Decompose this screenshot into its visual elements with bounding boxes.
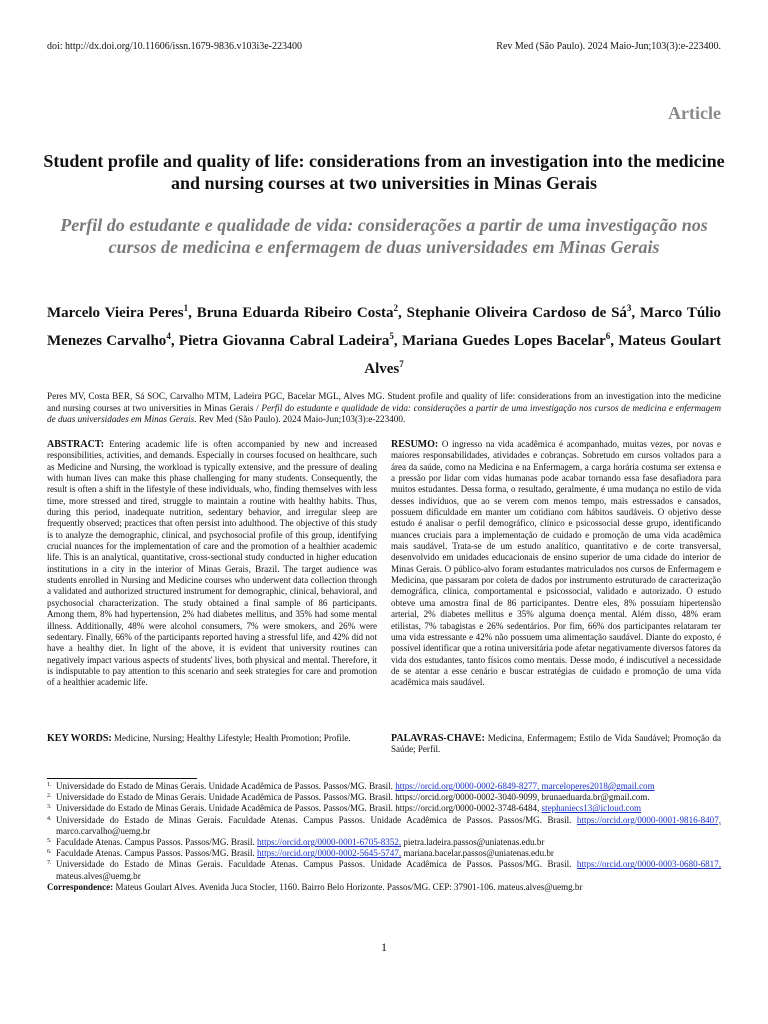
footnote-number: 2. [47,793,52,800]
affiliation-footnote [47,859,721,881]
affiliation-footnote [47,815,721,837]
keywords-portuguese [391,733,721,756]
footnote-link[interactable]: https://orcid.org/0000-0002-6849-8277, marceloperes2018@gmail.com [395,781,655,791]
footnote-email: mariana.bacelar.passos@uniatenas.edu.br [403,848,554,859]
affiliation-footnote [47,837,721,848]
affiliation-footnote [47,848,721,859]
footnote-number: 6. [47,849,52,856]
abstract-portuguese [391,439,721,689]
author-affiliation-marker: 7 [399,359,404,369]
author-name: Mariana Guedes Lopes Bacelar [401,333,606,349]
author-separator: , [398,305,407,321]
footnote-text: Universidade do Estado de Minas Gerais. Unidade Acadêmica de Passos. Passos/MG. Brasil. https://orcid.org/0000-0002-3748-6484, [56,803,540,814]
abstract-english [47,439,377,689]
footnote-number: 7. [47,860,52,867]
author-separator: , [631,305,641,321]
author-name: Pietra Giovanna Cabral Ladeira [178,333,390,349]
footnote-link[interactable]: https://orcid.org/0000-0002-5645-5747, [257,848,402,859]
author-affiliation-marker: 5 [389,331,394,341]
abstract-label: ABSTRACT: [47,439,105,450]
page-number: 1 [381,940,387,954]
footnote-text: Faculdade Atenas. Campus Passos. Passos/MG. Brasil. [56,837,255,848]
journal-reference: Rev Med (São Paulo). 2024 Maio-Jun;103(3):e-223400. [496,41,721,52]
keywords-text: Medicine, Nursing; Healthy Lifestyle; Health Promotion; Profile. [114,733,351,743]
footnote-text: Universidade do Estado de Minas Gerais. Unidade Acadêmica de Passos. Passos/MG. Brasil. [56,781,393,791]
abstract-text: Entering academic life is often accompanied by new and increased responsibilities, activities, and demands. Especially in courses focused on healthcare, such as Medicine and Nursing, the workload is typically extensive, and the pressure of dealing with human lives can make this phase challenging for many students. Consequently, the result is often a shift in the lifestyle of these individuals, who, finding themselves with less time, more stressed and tired, struggle to maintain a routine with healthy habits. Thus, during this period, inadequate nutrition, sedentary behavior, and irregular sleep are frequently observed; practices that often persist into adulthood. The objective of this study is to analyze the demographic, clinical, and psychosocial profile of this group, identifying crucial nuances for the implementation of care and the promotion of a healthier academic life. This is an analytical, quantitative, cross-sectional study conducted in higher education institutions in a city in the interior of Minas Gerais, Brazil. The target audience was students enrolled in Nursing and Medicine courses who underwent data collection through a validated and authorized structured instrument for demographic, clinical, behavioral, and psychosocial characterization. The study obtained a final sample of 86 participants. Among them, 8% had hypertension, 2% had diabetes mellitus, and 35% had some mental illness. Additionally, 48% were alcohol consumers, 7% were smokers, and 26% were sedentary. Finally, 66% of the participants reported having a stressful life, and 42% did not have a healthy diet. In light of the above, it is evident that university routines can negatively impact various aspects of students' lives, both physical and mental. Therefore, it is indisputable to pay attention to this scenario and seek strategies for care and promotion of a healthier academic life. [47,439,377,688]
article-title-portuguese: Perfil do estudante e qualidade de vida: considerações a partir de uma investigação nos cursos de medicina e enfermagem de duas universidades em Minas Gerais [60,215,708,257]
footnote-email: pietra.ladeira.passos@uniatenas.edu.br [403,837,545,848]
footnote-number: 3. [47,804,52,811]
citation-source: . Rev Med (São Paulo). 2024 Maio-Jun;103(3):e-223400. [194,414,406,424]
footnote-link[interactable]: https://orcid.org/0000-0001-9816-8407, [576,814,721,825]
article-title-english: Student profile and quality of life: considerations from an investigation into the medicine and nursing courses at two universities in Minas Gerais [43,151,725,193]
author-affiliation-marker: 4 [166,331,171,341]
footnote-number: 1. [47,782,52,788]
footnote-link[interactable]: https://orcid.org/0000-0003-0680-6817, [576,859,721,870]
footnote-divider [47,778,197,779]
author-name: Marco Túlio Menezes Carvalho [47,305,721,349]
affiliation-footnote [47,803,721,814]
article-type-label: Article [668,103,721,123]
citation-title-portuguese: Perfil do estudante e qualidade de vida: considerações a partir de uma investigação nos cursos de medicina e enfermagem de duas universidades em Minas Gerais [47,402,721,424]
author-separator: , [170,333,179,349]
author-affiliation-marker: 6 [605,331,611,341]
footnote-email: mateus.alves@uemg.br [56,870,141,881]
author-affiliation-marker: 2 [393,303,399,313]
doi-line: doi: http://dx.doi.org/10.11606/issn.1679-9836.v103i3e-223400 [47,41,302,52]
footnotes [47,781,721,893]
footnote-link[interactable]: https://orcid.org/0000-0001-6705-8352, [257,837,402,848]
author-separator: , [610,333,619,349]
footnote-number: 5. [47,838,52,845]
keywords-label: KEY WORDS: [47,733,112,744]
affiliation-list [47,781,721,882]
author-name: Mateus Goulart Alves [364,333,722,377]
affiliation-footnote [47,792,721,803]
citation-block [47,391,721,426]
footnote-text: Faculdade Atenas. Campus Passos. Passos/MG. Brasil. [56,848,255,859]
footnote-text: Universidade do Estado de Minas Gerais. Faculdade Atenas. Campus Passos. Unidade Acadêmica de Passos. Passos/MG. Brasil. [56,814,572,825]
palavras-chave-text: Medicina, Enfermagem; Estilo de Vida Saudável; Promoção da Saúde; Perfil. [391,733,721,755]
author-separator: , [393,333,402,349]
author-name: Stephanie Oliveira Cardoso de Sá [406,305,627,321]
author-separator: , [188,305,197,321]
resumo-label: RESUMO: [391,439,439,450]
correspondence-line [47,882,721,893]
author-name: Bruna Eduarda Ribeiro Costa [196,305,394,321]
author-name: Marcelo Vieira Peres [47,305,184,321]
footnote-link[interactable]: stephaniecs13@icloud.com [541,803,642,814]
footnote-text: Universidade do Estado de Minas Gerais. Faculdade Atenas. Campus Passos. Unidade Acadêmica de Passos. Passos/MG. Brasil. [56,859,572,870]
footnote-email: marco.carvalho@uemg.br [56,825,151,836]
footnote-number: 4. [47,815,52,822]
affiliation-footnote [47,781,721,792]
resumo-text: O ingresso na vida acadêmica é acompanhado, muitas vezes, por novas e maiores responsabilidades, atividades e cobranças. Sobretudo em cursos voltados para a área da saúde, como na Medicina e na Enfermagem, a carga horária costuma ser extensa e a pressão por lidar com vidas humanas pode acabar tornando essa fase desafiadora para muitos estudantes. Dessa forma, o resultado, geralmente, é uma mudança no estilo de vida desses indivíduos, que ao se verem com menos tempo, mais estressados e cansados, possuem dificuldade em manter um cotidiano com hábitos saudáveis. O objetivo desse estudo é analisar o perfil demográfico, clínico e psicossocial desse grupo, identificando nuances cruciais para a implementação de cuidado e promoção de uma vida acadêmica mais saudável. Trata-se de um estudo analítico, quantitativo e de corte transversal, desenvolvido em unidades educacionais de ensino superior de uma cidade do interior de Minas Gerais. O público-alvo foram estudantes matriculados nos cursos de Enfermagem e Medicina, que passaram por coleta de dados por instrumento estruturado de caracterização demográfica, clínica, comportamental e psicossocial, validado e autorizado. O estudo obteve uma amostra final de 86 participantes. Dentre eles, 8% possuíam hipertensão arterial, 2% diabetes mellitus e 35% alguma doença mental. Além disso, 48% eram etilistas, 7% tabagistas e 26% sedentários. Por fim, 66% dos participantes relataram ter uma vida estressante e 42% não possuem uma alimentação saudável. Diante do exposto, é possível identificar que a rotina universitária pode afetar negativamente diversos fatores da vida dos estudantes, tanto físicos como mentais. Desse modo, é indiscutível a necessidade de se atentar a esse cenário e buscar estratégias de cuidado e promoção de uma vida acadêmica mais saudável. [391,439,721,688]
citation-text: Peres MV, Costa BER, Sá SOC, Carvalho MTM, Ladeira PGC, Bacelar MGL, Alves MG. Student profile and quality of life: considerations from an investigation into the medicine and nursing courses at two universities in Minas Gerais / [47,391,721,413]
correspondence-text: Mateus Goulart Alves. Avenida Juca Stocler, 1160. Bairro Belo Horizonte. Passos/MG. CEP: 37901-106. mateus.alves@uemg.br [115,881,583,892]
author-affiliation-marker: 1 [183,303,189,313]
palavras-chave-label: PALAVRAS-CHAVE: [391,733,485,744]
author-list [47,297,721,381]
footnote-text: Universidade do Estado de Minas Gerais. Unidade Acadêmica de Passos. Passos/MG. Brasil. https://orcid.org/0000-0002-3040-9099, brunaeduarda.br@gmail.com. [56,792,650,803]
correspondence-label: Correspondence: [47,881,114,892]
keywords-english [47,733,377,744]
author-affiliation-marker: 3 [626,303,632,313]
